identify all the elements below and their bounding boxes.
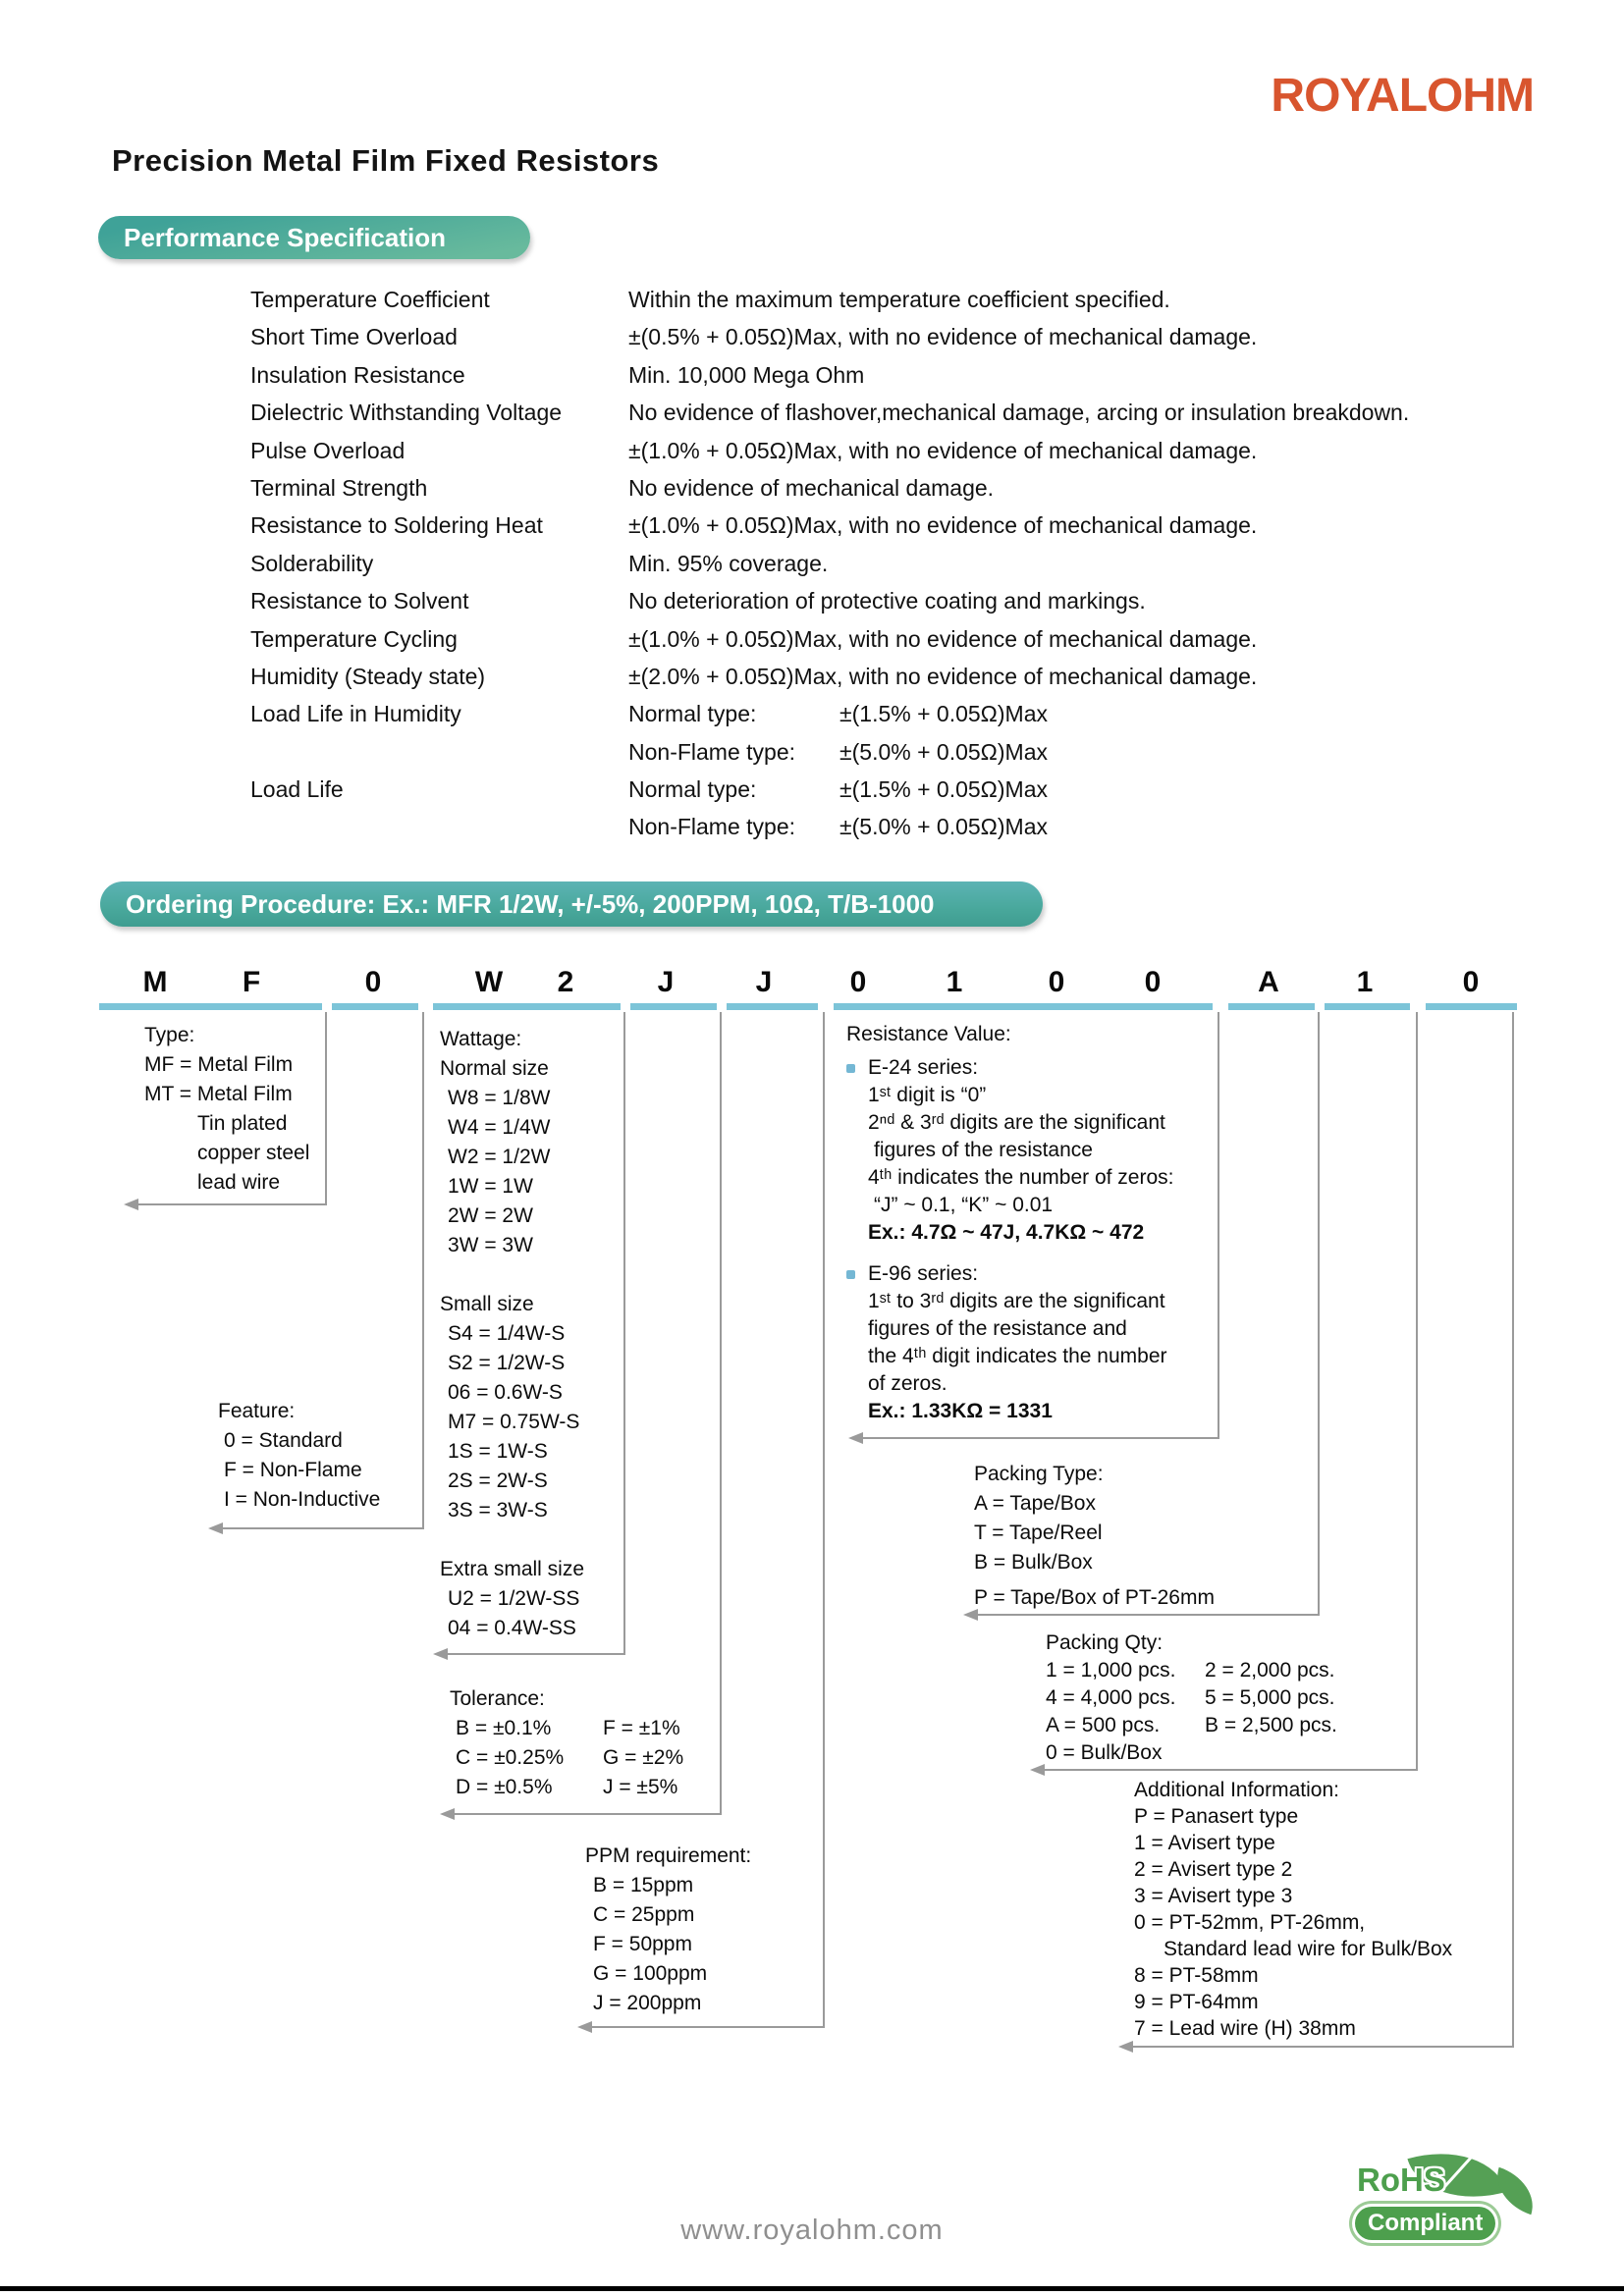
arrow-left-icon xyxy=(124,1199,138,1210)
additional-item: 0 = PT-52mm, PT-26mm, xyxy=(1134,1911,1366,1934)
spec-value: No evidence of flashover,mechanical damage, arcing or insulation breakdown. xyxy=(628,400,1410,426)
spec-label: Resistance to Solvent xyxy=(250,588,469,614)
bracket-line-packing-type xyxy=(1318,1012,1320,1614)
tolerance-row xyxy=(450,1714,683,1743)
additional-item: 8 = PT-58mm xyxy=(1134,1964,1259,1987)
ppm-title: PPM requirement: xyxy=(585,1844,752,1867)
spec-sub-label: Non-Flame type: xyxy=(628,814,796,840)
bracket-line-packing-qty xyxy=(1416,1012,1418,1769)
spec-value: ±(1.5% + 0.05Ω)Max xyxy=(839,701,1048,727)
website-url: www.royalohm.com xyxy=(680,2215,944,2246)
packing-type-item: B = Bulk/Box xyxy=(974,1551,1093,1574)
packing-qty-item: 4 = 4,000 pcs. xyxy=(1046,1686,1176,1709)
spec-value: ±(0.5% + 0.05Ω)Max, with no evidence of mechanical damage. xyxy=(628,324,1258,350)
resistance-title: Resistance Value: xyxy=(846,1023,1011,1045)
type-line: MF = Metal Film xyxy=(144,1053,294,1076)
spec-label: Insulation Resistance xyxy=(250,361,465,388)
spec-label: Dielectric Withstanding Voltage xyxy=(250,400,563,426)
wattage-item: 3S = 3W-S xyxy=(448,1499,548,1522)
e96-title: E-96 series: xyxy=(868,1262,979,1285)
spec-label: Solderability xyxy=(250,550,374,576)
e96-line: the 4ᵗʰ digit indicates the number xyxy=(868,1345,1167,1367)
wattage-title: Wattage: xyxy=(440,1028,522,1050)
wattage-item: 3W = 3W xyxy=(448,1234,533,1256)
code-letter: J xyxy=(755,966,773,998)
ppm-item: G = 100ppm xyxy=(593,1962,708,1985)
code-underline-segment xyxy=(1228,1003,1315,1010)
e24-line: 1ˢᵗ digit is “0” xyxy=(868,1084,987,1106)
additional-item: 1 = Avisert type xyxy=(1134,1832,1275,1854)
additional-item: 9 = PT-64mm xyxy=(1134,1991,1259,2013)
wattage-item: U2 = 1/2W-SS xyxy=(448,1587,580,1610)
code-letter: 0 xyxy=(1144,966,1162,998)
spec-row xyxy=(250,588,1409,625)
e24-series xyxy=(846,1054,1174,1247)
packing-qty-row xyxy=(1046,1712,1337,1739)
spec-label: Short Time Overload xyxy=(250,324,458,350)
e96-line: 1ˢᵗ to 3ʳᵈ digits are the significant xyxy=(868,1290,1165,1312)
type-title: Type: xyxy=(144,1024,195,1046)
ppm-item: C = 25ppm xyxy=(593,1903,695,1926)
spec-label: Temperature Cycling xyxy=(250,625,458,652)
code-underline-segment xyxy=(727,1003,818,1010)
arrow-left-icon xyxy=(1118,2041,1133,2053)
additional-title: Additional Information: xyxy=(1134,1779,1339,1801)
additional-item: 2 = Avisert type 2 xyxy=(1134,1858,1293,1881)
spec-value: Within the maximum temperature coefficient specified. xyxy=(628,287,1170,312)
bracket-line-feature xyxy=(222,1527,424,1529)
page-bottom-rule xyxy=(0,2286,1624,2291)
additional-item: 3 = Avisert type 3 xyxy=(1134,1885,1293,1907)
type-block xyxy=(144,1021,309,1198)
feature-item: 0 = Standard xyxy=(224,1429,343,1452)
spacer xyxy=(440,1525,584,1555)
rohs-label: RoHS xyxy=(1357,2162,1445,2198)
spec-value: No evidence of mechanical damage. xyxy=(628,474,995,501)
tolerance-item: B = ±0.1% xyxy=(456,1717,552,1739)
bullet-dot-icon xyxy=(846,1064,855,1073)
e24-title: E-24 series: xyxy=(868,1056,979,1079)
spec-sub-label: Normal type: xyxy=(628,701,757,727)
ordering-banner-label: Ordering Procedure: Ex.: MFR 1/2W, +/-5%, 200PPM, 10Ω, T/B-1000 xyxy=(126,888,935,919)
packing-qty-item: 2 = 2,000 pcs. xyxy=(1205,1659,1335,1682)
bracket-line-ppm xyxy=(823,1012,825,2026)
spec-label: Load Life xyxy=(250,776,344,803)
spec-sub-label: Normal type: xyxy=(628,776,757,803)
tolerance-block xyxy=(450,1684,683,1802)
type-line: lead wire xyxy=(197,1171,281,1194)
code-letter: W xyxy=(474,966,504,998)
packing-qty-item: A = 500 pcs. xyxy=(1046,1714,1161,1736)
code-letter: 0 xyxy=(849,966,867,998)
code-letter: F xyxy=(242,966,261,998)
wattage-item: W2 = 1/2W xyxy=(448,1146,551,1168)
performance-banner-label: Performance Specification xyxy=(124,222,446,252)
tolerance-item: C = ±0.25% xyxy=(456,1746,565,1769)
bracket-line-type xyxy=(137,1203,327,1205)
spec-value: Min. 95% coverage. xyxy=(628,550,829,576)
spec-label: Terminal Strength xyxy=(250,474,428,501)
code-underline-segment xyxy=(1426,1003,1517,1010)
bracket-line-feature xyxy=(422,1012,424,1527)
code-underline-segment xyxy=(834,1003,1213,1010)
performance-specification-banner xyxy=(98,216,530,259)
bracket-line-resistance xyxy=(1218,1012,1219,1437)
rohs-badge xyxy=(1353,2154,1540,2252)
feature-item: I = Non-Inductive xyxy=(224,1488,381,1511)
bracket-line-additional xyxy=(1132,2046,1514,2048)
wattage-subtitle: Normal size xyxy=(440,1057,549,1080)
bracket-line-wattage xyxy=(447,1653,625,1655)
wattage-item: M7 = 0.75W-S xyxy=(448,1411,580,1433)
spec-value: ±(1.0% + 0.05Ω)Max, with no evidence of mechanical damage. xyxy=(628,437,1258,463)
spec-row xyxy=(250,400,1409,437)
arrow-left-icon xyxy=(577,2021,592,2033)
code-underline-segment xyxy=(630,1003,717,1010)
bracket-line-additional xyxy=(1512,1012,1514,2046)
e24-line: 2ⁿᵈ & 3ʳᵈ digits are the significant xyxy=(868,1111,1165,1134)
ppm-block xyxy=(585,1842,751,2018)
spec-row xyxy=(250,701,1409,738)
code-letter: 2 xyxy=(557,966,574,998)
spec-value: ±(2.0% + 0.05Ω)Max, with no evidence of mechanical damage. xyxy=(628,663,1258,689)
spec-row xyxy=(250,664,1409,701)
tolerance-item: F = ±1% xyxy=(603,1717,680,1739)
e96-line: of zeros. xyxy=(868,1372,947,1395)
e96-example: Ex.: 1.33KΩ = 1331 xyxy=(868,1400,1053,1422)
packing-qty-title: Packing Qty: xyxy=(1046,1631,1164,1654)
bracket-line-packing-type xyxy=(977,1614,1320,1616)
wattage-item: W4 = 1/4W xyxy=(448,1116,551,1139)
code-letter: A xyxy=(1258,966,1279,998)
wattage-subtitle: Small size xyxy=(440,1293,534,1315)
wattage-item: 1W = 1W xyxy=(448,1175,533,1198)
tolerance-title: Tolerance: xyxy=(450,1687,545,1710)
e24-line: 4ᵗʰ indicates the number of zeros: xyxy=(868,1166,1174,1189)
bracket-line-ppm xyxy=(591,2026,825,2028)
ordering-procedure-banner xyxy=(100,881,1043,927)
spec-label: Pulse Overload xyxy=(250,437,406,463)
wattage-item: 04 = 0.4W-SS xyxy=(448,1617,576,1639)
packing-qty-item: 5 = 5,000 pcs. xyxy=(1205,1686,1335,1709)
code-letter: 0 xyxy=(1462,966,1480,998)
spec-row xyxy=(250,287,1409,324)
spec-row xyxy=(250,362,1409,400)
e24-example: Ex.: 4.7Ω ~ 47J, 4.7KΩ ~ 472 xyxy=(868,1221,1145,1244)
e96-series xyxy=(846,1260,1174,1425)
bracket-line-type xyxy=(325,1012,327,1203)
code-underline-segment xyxy=(1325,1003,1410,1010)
packing-qty-row xyxy=(1046,1657,1337,1684)
spec-value: ±(1.5% + 0.05Ω)Max xyxy=(839,776,1048,803)
feature-item: F = Non-Flame xyxy=(224,1459,362,1481)
code-underline-segment xyxy=(332,1003,418,1010)
code-letter: 1 xyxy=(1356,966,1374,998)
type-line: copper steel xyxy=(197,1142,310,1164)
arrow-left-icon xyxy=(440,1808,455,1820)
feature-block xyxy=(218,1397,380,1515)
additional-item: P = Panasert type xyxy=(1134,1805,1299,1828)
packing-qty-row xyxy=(1046,1684,1337,1712)
spec-sub-label: Non-Flame type: xyxy=(628,738,796,765)
packing-type-item: A = Tape/Box xyxy=(974,1492,1096,1515)
wattage-item: S4 = 1/4W-S xyxy=(448,1322,566,1345)
spec-row xyxy=(250,814,1409,851)
e24-line: “J” ~ 0.1, “K” ~ 0.01 xyxy=(874,1194,1054,1216)
spec-row xyxy=(250,551,1409,588)
code-underline-segment xyxy=(433,1003,621,1010)
resistance-value-block xyxy=(846,1021,1174,1425)
spec-value: No deterioration of protective coating and markings. xyxy=(628,588,1146,614)
royalohm-logo: ROYALOHM xyxy=(1271,70,1534,122)
tolerance-row xyxy=(450,1743,683,1773)
spec-label: Load Life in Humidity xyxy=(250,701,461,727)
spec-value: ±(1.0% + 0.05Ω)Max, with no evidence of mechanical damage. xyxy=(628,625,1258,652)
spec-row xyxy=(250,324,1409,361)
packing-qty-item: 1 = 1,000 pcs. xyxy=(1046,1659,1176,1682)
arrow-left-icon xyxy=(1030,1764,1045,1776)
spacer xyxy=(440,1260,584,1290)
bullet-dot-icon xyxy=(846,1270,855,1279)
bracket-line-tolerance xyxy=(720,1012,722,1813)
type-line: MT = Metal Film xyxy=(144,1083,293,1105)
packing-type-block xyxy=(974,1460,1215,1613)
wattage-item: 2W = 2W xyxy=(448,1204,533,1227)
arrow-left-icon xyxy=(208,1522,223,1534)
code-letter: 0 xyxy=(1048,966,1065,998)
performance-spec-table xyxy=(250,287,1409,852)
e96-line: figures of the resistance and xyxy=(868,1317,1127,1340)
arrow-left-icon xyxy=(848,1432,863,1444)
code-letter: 1 xyxy=(946,966,963,998)
spec-label: Temperature Coefficient xyxy=(250,287,490,312)
rohs-compliant-label: Compliant xyxy=(1355,2207,1495,2240)
ppm-item: B = 15ppm xyxy=(593,1874,694,1896)
ppm-item: J = 200ppm xyxy=(593,1992,702,2014)
spec-row xyxy=(250,438,1409,475)
code-letter: J xyxy=(657,966,675,998)
spec-row xyxy=(250,475,1409,512)
additional-item: Standard lead wire for Bulk/Box xyxy=(1164,1938,1453,1960)
page-title: Precision Metal Film Fixed Resistors xyxy=(112,143,660,178)
type-line: Tin plated xyxy=(197,1112,288,1135)
packing-type-title: Packing Type: xyxy=(974,1463,1104,1485)
code-letter: 0 xyxy=(364,966,382,998)
code-letter: M xyxy=(142,966,168,998)
packing-qty-item: 0 = Bulk/Box xyxy=(1046,1741,1163,1764)
wattage-item: W8 = 1/8W xyxy=(448,1087,551,1109)
bracket-line-packing-qty xyxy=(1044,1769,1418,1771)
packing-type-item: P = Tape/Box of PT-26mm xyxy=(974,1586,1215,1609)
wattage-subtitle: Extra small size xyxy=(440,1558,585,1580)
spec-row xyxy=(250,739,1409,776)
code-underline-segment xyxy=(99,1003,322,1010)
bracket-line-resistance xyxy=(862,1437,1219,1439)
spec-value: ±(5.0% + 0.05Ω)Max xyxy=(839,814,1048,840)
wattage-block xyxy=(440,1025,584,1643)
spec-row xyxy=(250,626,1409,664)
spec-label: Humidity (Steady state) xyxy=(250,663,486,689)
wattage-item: 1S = 1W-S xyxy=(448,1440,548,1463)
spec-value: ±(1.0% + 0.05Ω)Max, with no evidence of mechanical damage. xyxy=(628,512,1258,539)
tolerance-item: J = ±5% xyxy=(603,1776,678,1798)
spec-value: Min. 10,000 Mega Ohm xyxy=(628,361,865,388)
tolerance-item: G = ±2% xyxy=(603,1746,684,1769)
e24-line: figures of the resistance xyxy=(874,1139,1093,1161)
wattage-item: 06 = 0.6W-S xyxy=(448,1381,563,1404)
feature-title: Feature: xyxy=(218,1400,296,1422)
spec-row xyxy=(250,776,1409,814)
ppm-item: F = 50ppm xyxy=(593,1933,692,1955)
spec-label: Resistance to Soldering Heat xyxy=(250,512,543,539)
arrow-left-icon xyxy=(433,1648,448,1660)
wattage-item: S2 = 1/2W-S xyxy=(448,1352,566,1374)
tolerance-row xyxy=(450,1773,683,1802)
packing-type-item: T = Tape/Reel xyxy=(974,1522,1103,1544)
additional-information-block xyxy=(1134,1777,1452,2042)
packing-qty-block xyxy=(1046,1629,1337,1767)
wattage-item: 2S = 2W-S xyxy=(448,1469,548,1492)
additional-item: 7 = Lead wire (H) 38mm xyxy=(1134,2017,1356,2040)
bracket-line-wattage xyxy=(623,1012,625,1653)
spec-row xyxy=(250,512,1409,550)
bracket-line-tolerance xyxy=(454,1813,722,1815)
spec-value: ±(5.0% + 0.05Ω)Max xyxy=(839,738,1048,765)
packing-qty-item: B = 2,500 pcs. xyxy=(1205,1714,1337,1736)
tolerance-item: D = ±0.5% xyxy=(456,1776,553,1798)
